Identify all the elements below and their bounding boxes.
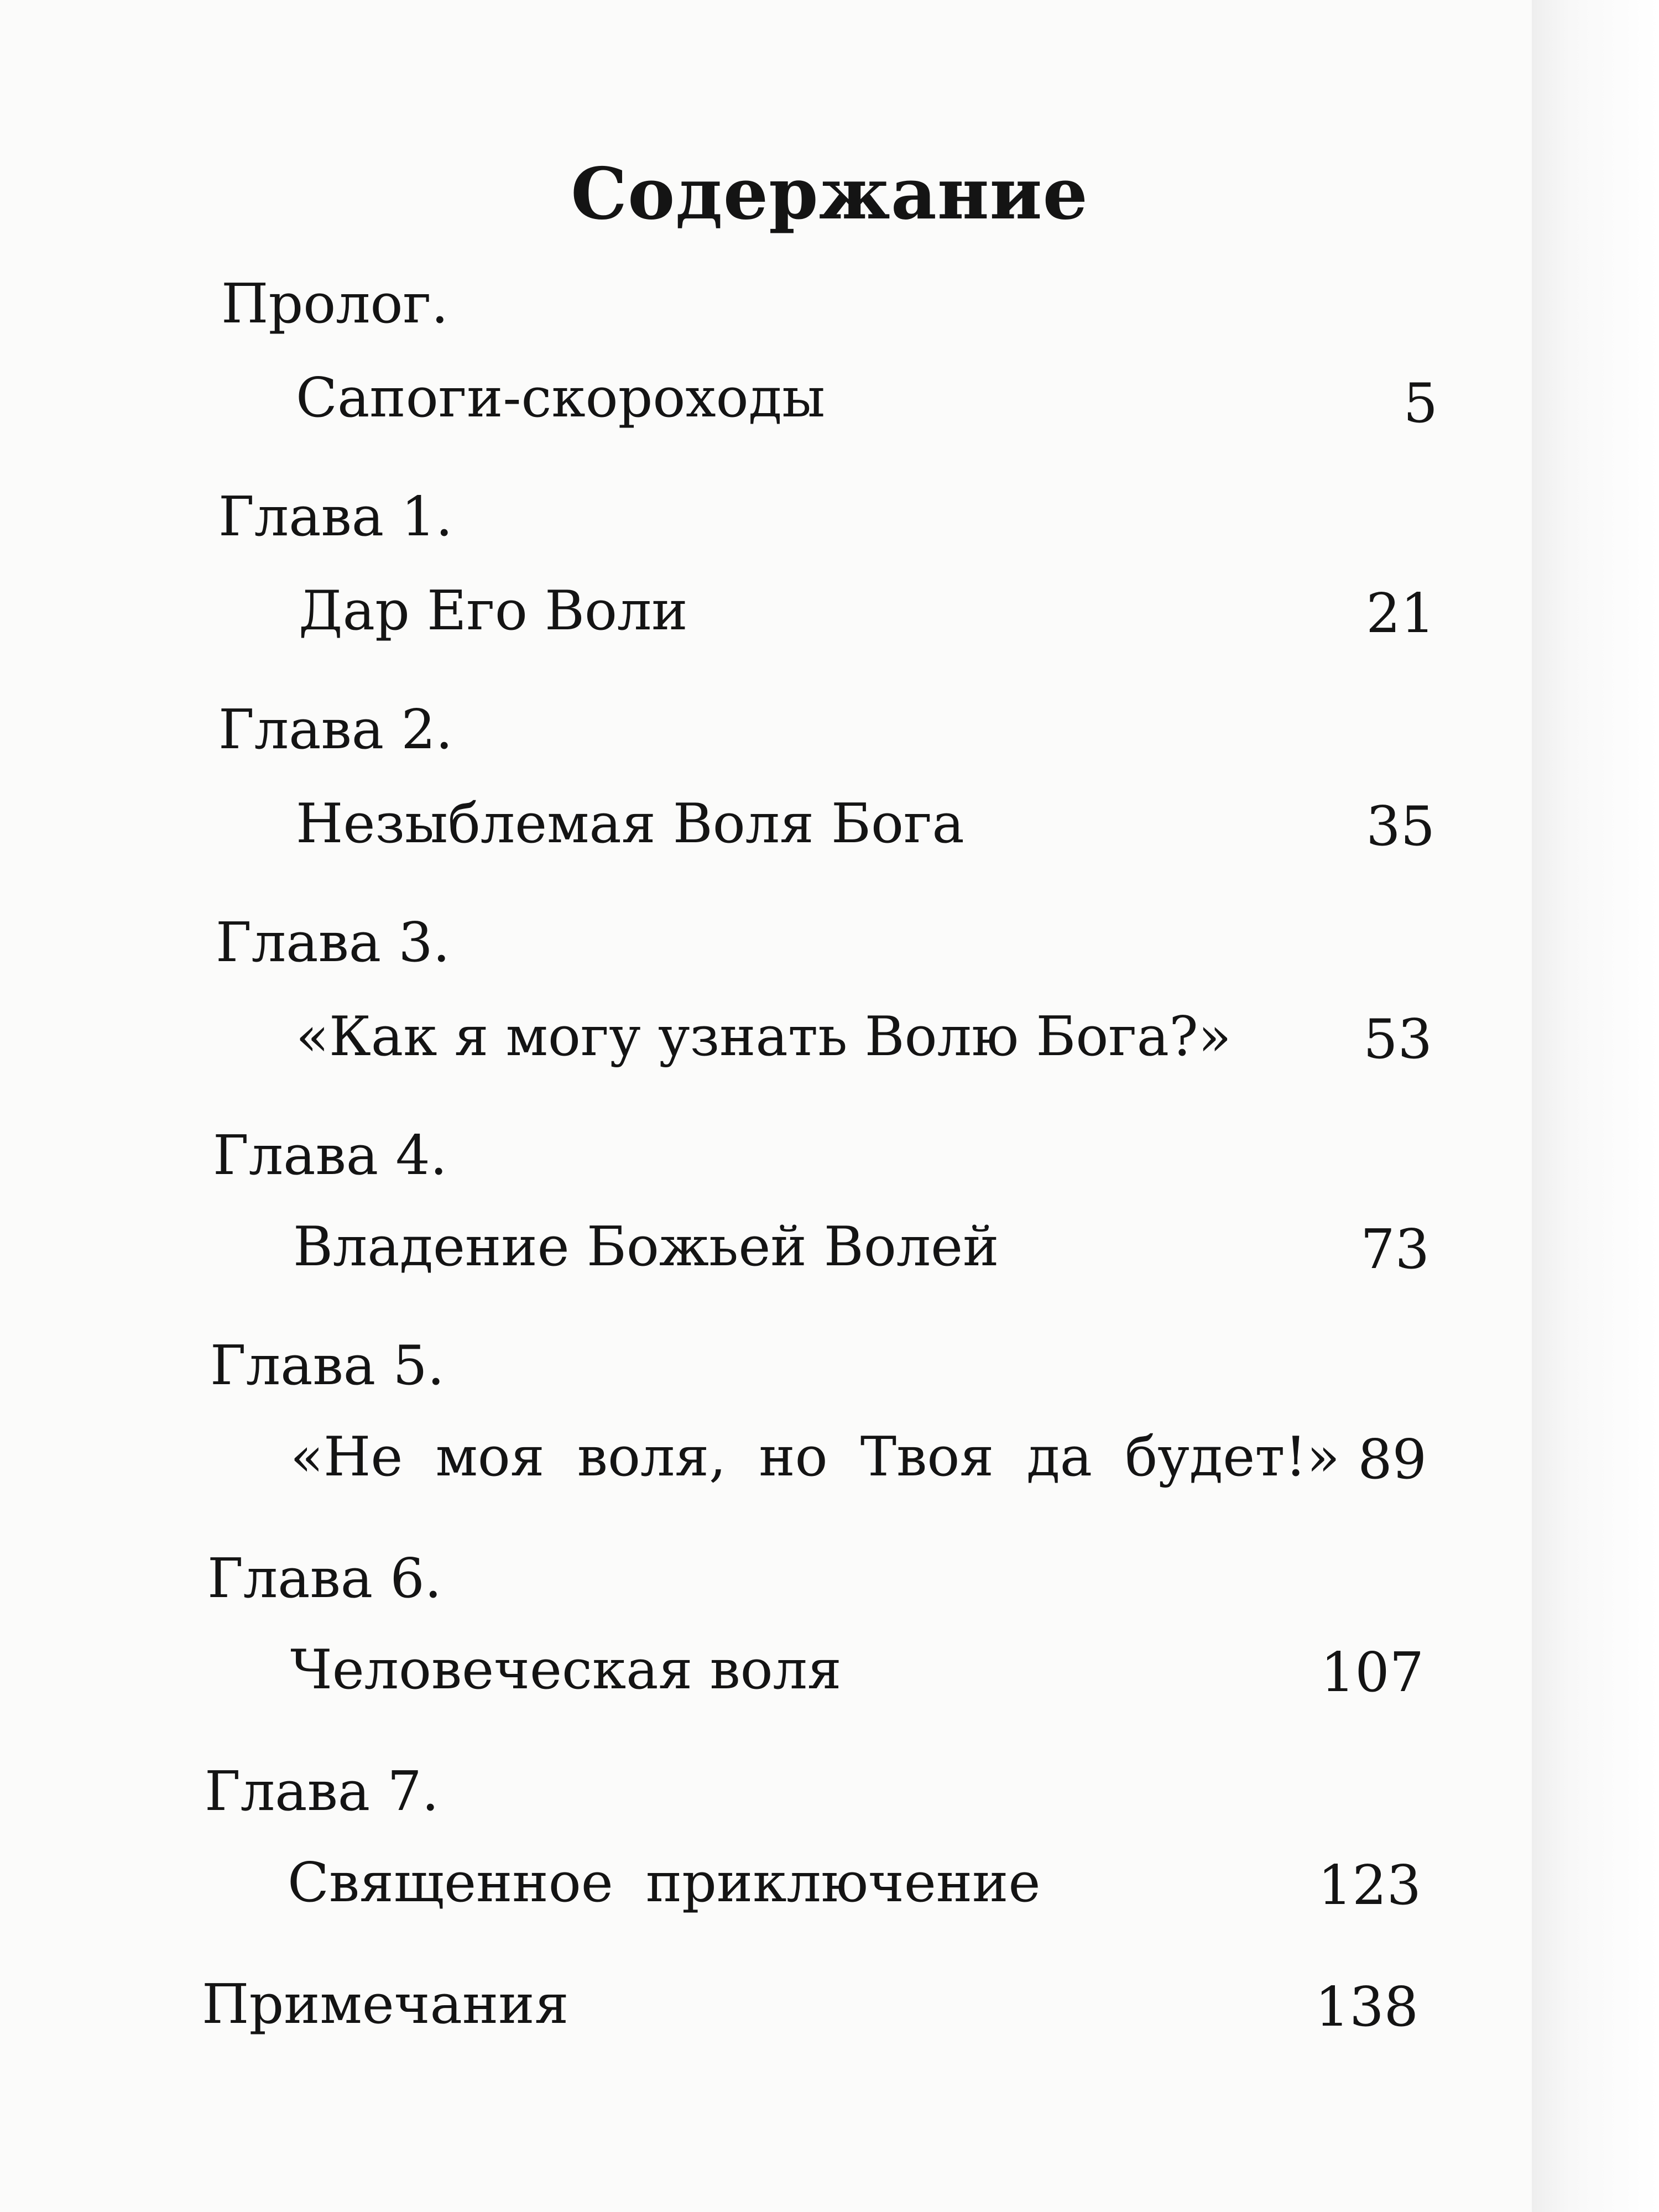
toc-chapter-label: Глава 1. <box>218 486 453 549</box>
toc-entry-title: Незыблемая Воля Бога <box>296 792 964 855</box>
toc-chapter-label: Пролог. <box>221 273 448 336</box>
toc-page-number: 89 <box>1358 1428 1427 1491</box>
toc-entry-title: Священное приключение <box>288 1851 1041 1914</box>
toc-chapter-label: Глава 3. <box>216 911 450 974</box>
page-title: Содержание <box>571 152 1088 236</box>
toc-page-number: 35 <box>1366 795 1435 858</box>
toc-chapter-label: Глава 5. <box>210 1334 445 1397</box>
toc-page-number: 21 <box>1366 582 1435 645</box>
toc-chapter-label: Глава 2. <box>218 698 453 761</box>
toc-chapter-label: Глава 6. <box>207 1547 442 1610</box>
toc-chapter-label: Глава 7. <box>205 1760 439 1823</box>
toc-page-number: 5 <box>1403 372 1438 435</box>
toc-page-number: 73 <box>1360 1218 1430 1281</box>
toc-entry-title: «Как я могу узнать Волю Бога?» <box>296 1005 1232 1068</box>
toc-page-number: 138 <box>1314 1976 1418 2039</box>
toc-page-number: 53 <box>1363 1008 1432 1071</box>
toc-entry-title: Сапоги-скороходы <box>296 367 825 430</box>
toc-notes-label: Примечания <box>202 1973 569 2036</box>
toc-page-number: 107 <box>1320 1641 1424 1704</box>
toc-entry-title: «Не моя воля, но Твоя да будет!» <box>290 1426 1340 1489</box>
toc-entry-title: Человеческая воля <box>290 1639 842 1702</box>
toc-chapter-label: Глава 4. <box>213 1124 447 1187</box>
toc-entry-title: Владение Божьей Волей <box>293 1215 999 1279</box>
toc-page-number: 123 <box>1317 1854 1421 1917</box>
toc-entry-title: Дар Его Воли <box>299 580 688 643</box>
